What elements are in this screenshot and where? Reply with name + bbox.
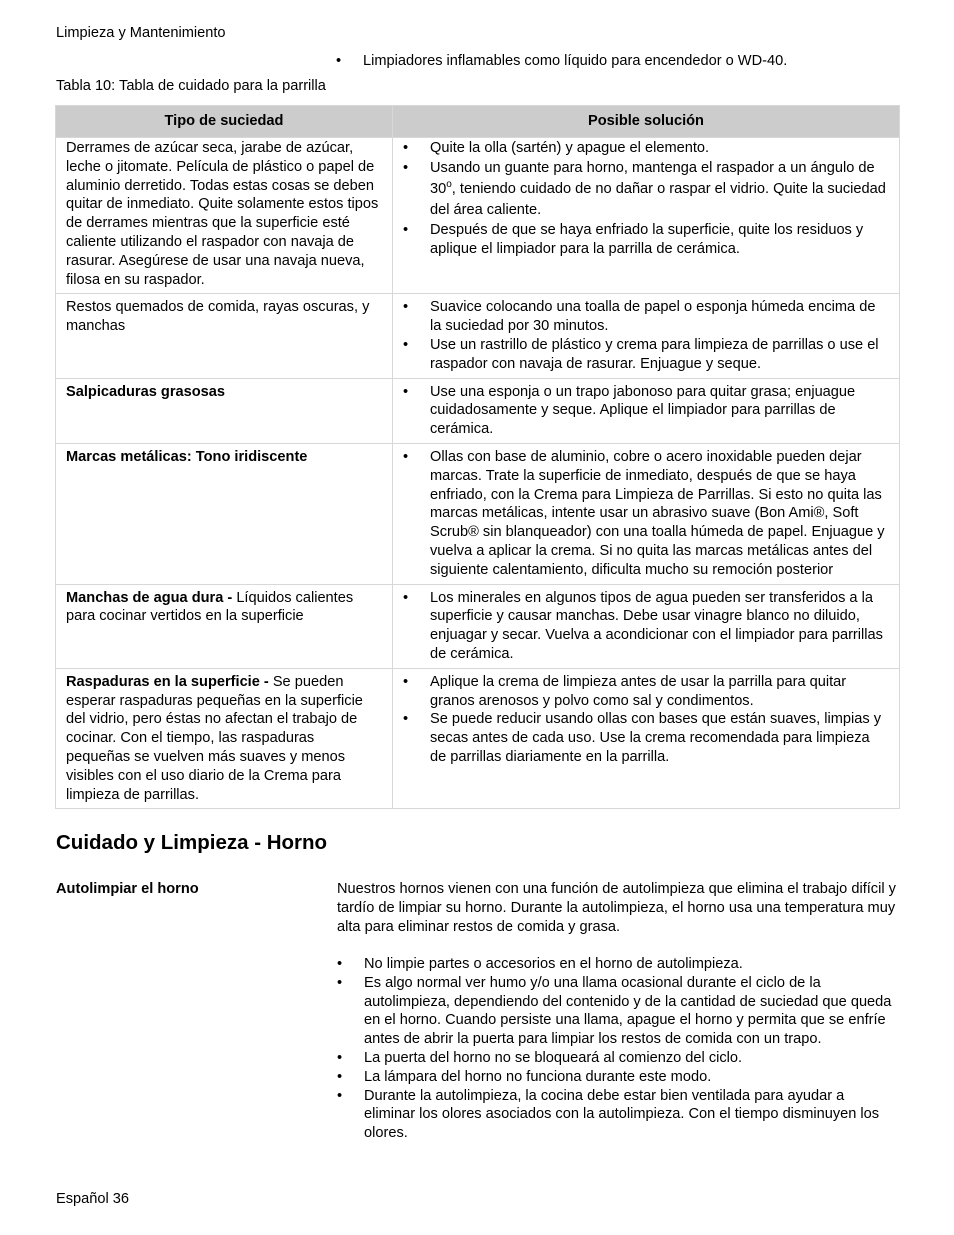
- soil-type-cell: [56, 378, 393, 443]
- table-row: [56, 294, 900, 378]
- solution-list: [403, 448, 889, 580]
- list-item: • Limpiadores inflamables como líquido para encendedor o WD-40.: [336, 52, 896, 71]
- table-row: [56, 584, 900, 668]
- list-item: • Los minerales en algunos tipos de agua pueden ser transferidos a la superficie y causar manchas. Debe usar vinagre blanco no diluido, enjuagar y secar. Vuelva a acondicionar con el limpiador para parrillas de cerámica.: [403, 589, 889, 664]
- soil-type-bold: Marcas metálicas: Tono iridiscente: [66, 448, 308, 465]
- table-row: [56, 668, 900, 809]
- solution-cell: [393, 584, 900, 668]
- solution-cell: [393, 378, 900, 443]
- list-item: • Ollas con base de aluminio, cobre o acero inoxidable pueden dejar marcas. Trate la superficie de inmediato, después de que se haya enfriado, con la Crema para Limpieza de Parrillas. Si esto no quita las marcas metálicas, intente usar un abrasivo suave (Bon Ami®, Soft Scrub® sin blanqueador) con una toalla húmeda de papel. Enjuague y vuelva a aplicar la crema. Si no quita las marcas metálicas antes del siguiente calentamiento, dificulta mucho su remoción posterior: [403, 448, 889, 580]
- soil-type-cell: [56, 443, 393, 584]
- soil-type-cell: [56, 584, 393, 668]
- soil-type-bold: Salpicaduras grasosas: [66, 383, 225, 400]
- flammable-cleaners-bullet: [336, 52, 896, 71]
- list-item: • Usando un guante para horno, mantenga el raspador a un ángulo de 30$^o$, teniendo cuidado de no dañar o raspar el vidrio. Quite la suciedad del área caliente.: [403, 158, 889, 221]
- soil-type-cell: [56, 138, 393, 294]
- soil-type-cell: [56, 668, 393, 809]
- table-caption: Tabla 10: Tabla de cuidado para la parrilla: [56, 78, 326, 94]
- solution-list: [403, 298, 889, 373]
- page-footer: Español 36: [56, 1191, 130, 1207]
- degree-symbol: o: [446, 178, 452, 190]
- solution-list: [403, 139, 889, 258]
- solution-list: [403, 383, 889, 439]
- list-item: • La puerta del horno no se bloqueará al comienzo del ciclo.: [337, 1049, 899, 1068]
- soil-type-text: Líquidos calientes para cocinar vertidos en la superficie: [66, 589, 354, 625]
- self-clean-notes-list: [337, 955, 899, 1143]
- column-header-soil-type: Tipo de suciedad: [56, 106, 393, 138]
- soil-type-text: Restos quemados de comida, rayas oscuras, y manchas: [66, 299, 370, 335]
- solution-cell: [393, 294, 900, 378]
- table-header-row: [56, 106, 900, 138]
- section-title: Cuidado y Limpieza - Horno: [56, 831, 328, 854]
- soil-type-cell: [56, 294, 393, 378]
- list-item: • Use un rastrillo de plástico y crema para limpieza de parrillas o use el raspador con navaja de rasurar. Enjuague y seque.: [403, 336, 889, 374]
- solution-cell: [393, 138, 900, 294]
- soil-type-text: Derrames de azúcar seca, jarabe de azúcar, leche o jitomate. Película de plástico o papel de aluminio derretido. Todas estas cosas se deben quitar de inmediato. Quite solamente estos tipos de derrames mientras que la superficie esté caliente utilizando el raspador con navaja de rasurar. Asegúrese de usar una navaja nueva, filosa en su raspador.: [66, 140, 379, 288]
- running-head: Limpieza y Mantenimiento: [56, 25, 226, 41]
- list-item: • Aplique la crema de limpieza antes de usar la parrilla para quitar granos arenosos y polvo como sal y condimentos.: [403, 673, 889, 711]
- table-row: [56, 378, 900, 443]
- list-item: • Es algo normal ver humo y/o una llama ocasional durante el ciclo de la autolimpieza, dependiendo del contenido y de la cantidad de suciedad que queda en el horno. Cuando persiste una llama, apague el horno y permita que se enfríe antes de abrir la puerta para limpiar los restos de comida con un trapo.: [337, 974, 899, 1049]
- solution-list: [403, 589, 889, 664]
- soil-type-bold: Raspaduras en la superficie -: [66, 673, 273, 690]
- subheading-self-clean: Autolimpiar el horno: [56, 881, 199, 897]
- list-item: • Se puede reducir usando ollas con bases que están suaves, limpias y secas antes de cada uso. Use la crema recomendada para limpieza de parrillas diariamente en la parrilla.: [403, 710, 889, 766]
- list-item: • La lámpara del horno no funciona durante este modo.: [337, 1068, 899, 1087]
- soil-type-bold: Manchas de agua dura -: [66, 589, 237, 606]
- soil-type-text: Se pueden esperar raspaduras pequeñas en la superficie del vidrio, pero éstas no afectan el trabajo de cocinar. Con el tiempo, las raspaduras pequeñas se vuelven más suaves y menos visibles con el uso diario de la Crema para limpieza de parrillas.: [66, 673, 363, 803]
- table-row: [56, 443, 900, 584]
- list-item: • No limpie partes o accesorios en el horno de autolimpieza.: [337, 955, 899, 974]
- solution-cell: [393, 668, 900, 809]
- list-item: • Suavice colocando una toalla de papel o esponja húmeda encima de la suciedad por 30 minutos.: [403, 298, 889, 336]
- column-header-solution: Posible solución: [393, 106, 900, 138]
- list-item: • Quite la olla (sartén) y apague el elemento.: [403, 139, 889, 158]
- solution-list: [403, 673, 889, 767]
- cooktop-care-table: [55, 105, 900, 809]
- list-item: • Use una esponja o un trapo jabonoso para quitar grasa; enjuague cuidadosamente y seque. Aplique el limpiador para parrillas de cerámica.: [403, 383, 889, 439]
- table-row: [56, 138, 900, 294]
- list-item: • Durante la autolimpieza, la cocina debe estar bien ventilada para ayudar a eliminar los olores asociados con la autolimpieza. Con el tiempo disminuyen los olores.: [337, 1087, 899, 1143]
- intro-paragraph: Nuestros hornos vienen con una función de autolimpieza que elimina el trabajo difícil y tardío de limpiar su horno. Durante la autolimpieza, el horno usa una temperatura muy alta para eliminar restos de comida y grasa.: [337, 881, 896, 935]
- list-item: • Después de que se haya enfriado la superficie, quite los residuos y aplique el limpiador para la parrilla de cerámica.: [403, 221, 889, 259]
- solution-cell: [393, 443, 900, 584]
